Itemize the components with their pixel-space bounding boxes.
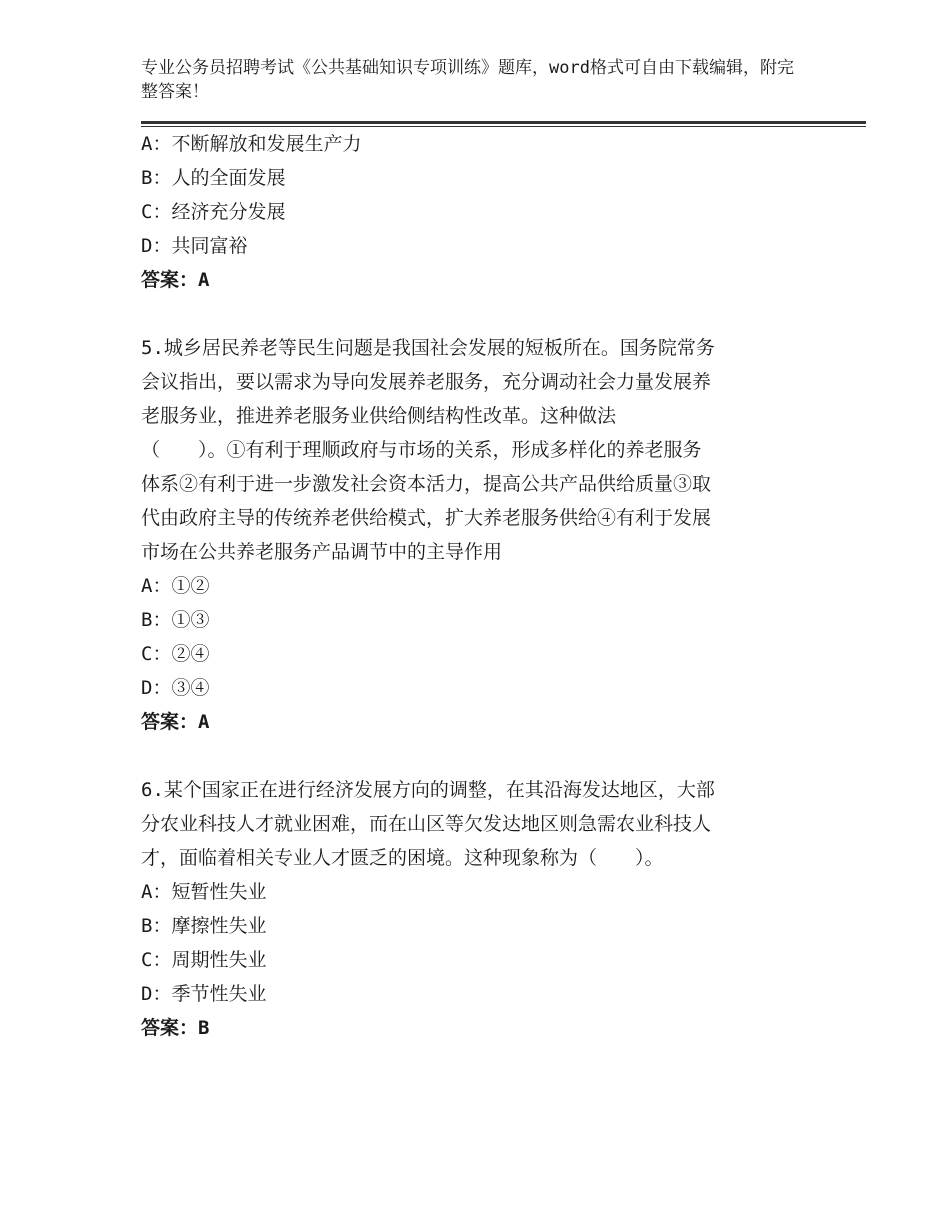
answer: 答案：A	[141, 711, 210, 733]
answer: 答案：A	[141, 269, 210, 291]
option-b: B：①③	[141, 609, 210, 631]
option-b: B：人的全面发展	[141, 167, 286, 189]
question-text-line: 会议指出，要以需求为导向发展养老服务，充分调动社会力量发展养	[141, 371, 712, 393]
option-a: A：①②	[141, 575, 210, 597]
question-text-line: （ ）。①有利于理顺政府与市场的关系，形成多样化的养老服务	[141, 439, 702, 461]
question-text-line: 市场在公共养老服务产品调节中的主导作用	[141, 541, 503, 563]
document-body	[141, 127, 801, 1045]
question-text-line: 6.某个国家正在进行经济发展方向的调整，在其沿海发达地区，大部	[141, 779, 715, 801]
option-c: C：②④	[141, 643, 210, 665]
question-text-line: 才，面临着相关专业人才匮乏的困境。这种现象称为（ ）。	[141, 847, 664, 869]
question-text-line: 分农业科技人才就业困难，而在山区等欠发达地区则急需农业科技人	[141, 813, 712, 835]
option-d: D：共同富裕	[141, 235, 248, 257]
header-divider-thick	[141, 121, 866, 124]
option-c: C：周期性失业	[141, 949, 267, 971]
answer: 答案：B	[141, 1017, 210, 1039]
question-text-line: 代由政府主导的传统养老供给模式，扩大养老服务供给④有利于发展	[141, 507, 712, 529]
option-b: B：摩擦性失业	[141, 915, 267, 937]
spacer	[141, 297, 801, 331]
question-text-line: 体系②有利于进一步激发社会资本活力，提高公共产品供给质量③取	[141, 473, 712, 495]
option-d: D：③④	[141, 677, 210, 699]
question-6	[141, 773, 801, 1045]
document-header: 专业公务员招聘考试《公共基础知识专项训练》题库，word格式可自由下载编辑，附完整答案！	[141, 58, 794, 102]
option-d: D：季节性失业	[141, 983, 267, 1005]
question-5	[141, 331, 801, 739]
option-c: C：经济充分发展	[141, 201, 286, 223]
option-a: A：不断解放和发展生产力	[141, 133, 362, 155]
question-text-line: 5.城乡居民养老等民生问题是我国社会发展的短板所在。国务院常务	[141, 337, 715, 359]
question-text-line: 老服务业，推进养老服务业供给侧结构性改革。这种做法	[141, 405, 617, 427]
option-a: A：短暂性失业	[141, 881, 267, 903]
question-4	[141, 127, 801, 297]
spacer	[141, 739, 801, 773]
